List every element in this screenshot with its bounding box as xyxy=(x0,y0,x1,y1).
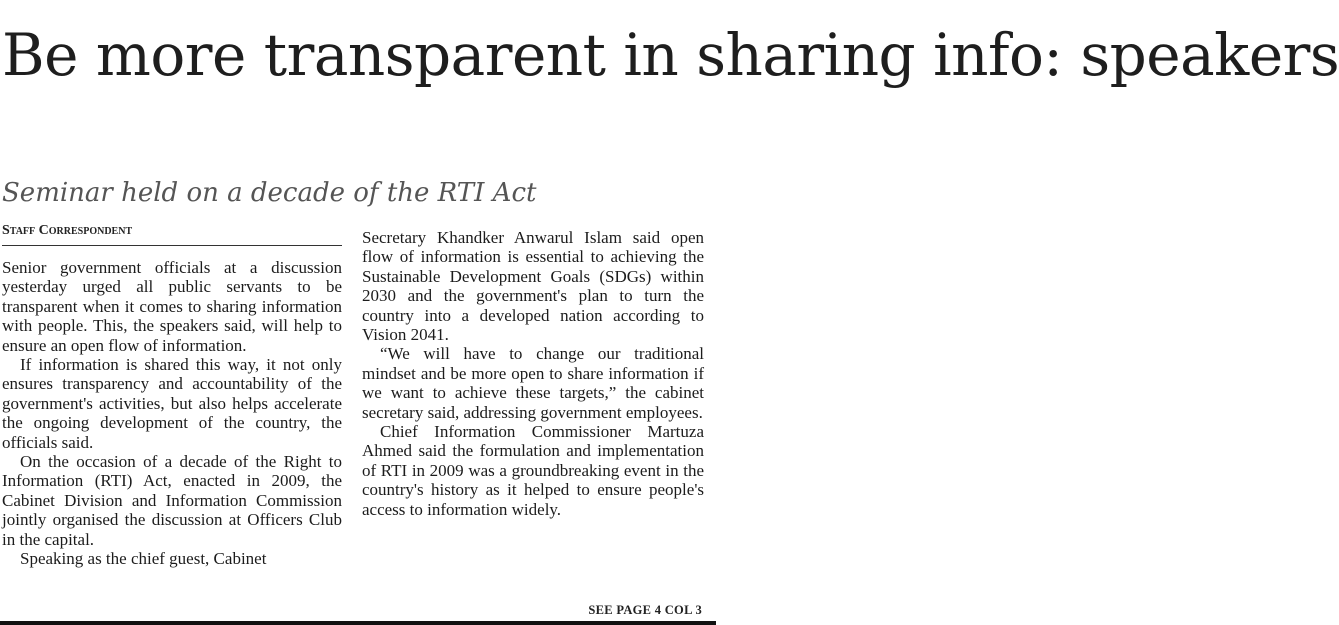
paragraph: “We will have to change our traditional mindset and be more open to share information if we want to achieve these targets,” the cabinet secretary said, addressing government employees. xyxy=(362,344,704,422)
paragraph: Chief Information Commissioner Martuza Ahmed said the formulation and implementation of RTI in 2009 was a groundbreaking event in the country's history as it helped to ensure people's access to information widely. xyxy=(362,422,704,519)
paragraph: Senior government officials at a discussion yesterday urged all public servants to be transparent when it comes to sharing information with people. This, the speakers said, will help to ensure an open flow of information. xyxy=(2,258,342,355)
headline xyxy=(2,22,1339,89)
article-column-right xyxy=(362,228,704,519)
paragraph: On the occasion of a decade of the Right to Information (RTI) Act, enacted in 2009, the Cabinet Division and Information Commission jointly organised the discussion at Officers Club in the capital. xyxy=(2,452,342,549)
paragraph: Speaking as the chief guest, Cabinet xyxy=(20,549,267,569)
headline-text: Be more transparent in sharing info: speakers xyxy=(2,21,1339,89)
paragraph: Secretary Khandker Anwarul Islam said open flow of information is essential to achieving the Sustainable Development Goals (SDGs) within 2030 and the government's plan to turn the country into a developed nation according to Vision 2041. xyxy=(362,228,704,345)
continuation-jump-line: SEE PAGE 4 COL 3 xyxy=(588,603,702,617)
bottom-rule xyxy=(0,621,716,625)
paragraph: If information is shared this way, it not only ensures transparency and accountability of the government's activities, but also helps accelerate the ongoing development of the country, the officials said. xyxy=(2,355,342,452)
article-column-left xyxy=(2,258,342,569)
subheadline: Seminar held on a decade of the RTI Act xyxy=(2,178,537,208)
byline: Staff Correspondent xyxy=(2,222,342,246)
